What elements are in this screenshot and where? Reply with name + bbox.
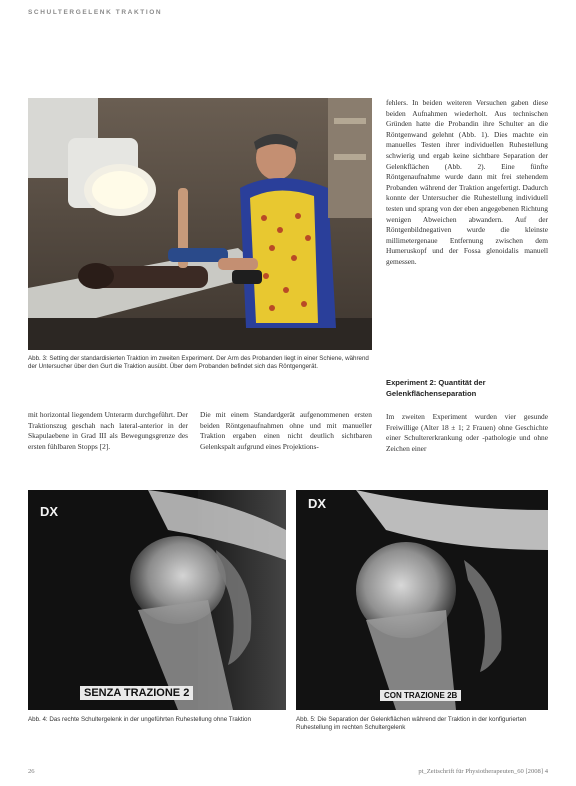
right-column-text: fehlers. In beiden weiteren Versuchen gaben diese beiden Aufnahmen wiederholt. Aus technischen Gründen hatte die Probandin ihre Schulter an die Röntgenwand gelehnt (Abb. 1). Dies machte ein manuelles Testen ihrer individuellen Ruhestellung schwierig und ergab keine sichtbare Separation der Gelenkflächen (Abb. 2). Eine fünfte Röntgenaufnahme wurde dann mit frei stehendem Probanden während der Traktion angefertigt. Dadurch konnte der Untersucher die Ruhestellung individuell testen und sprang von der eben angegebenen Richtung wenigen Abweichen abwandern. Auf der Röntgenbildnegativen wurde die kleinste millimetergenaue Entfernung zwischen dem Humeruskopf und der Fossa glenoidalis manuell gemessen. [386, 98, 548, 266]
photo-illustration [28, 98, 372, 350]
figure-1-photo [28, 98, 372, 350]
xray-left-label: SENZA TRAZIONE 2 [80, 686, 193, 700]
xray-right-label: CON TRAZIONE 2B [380, 690, 461, 701]
figure-5-caption: Abb. 5: Die Separation der Gelenkflächen während der Traktion in der konfigurierten Ruhestellung im rechten Schultergelenk [296, 716, 527, 732]
page-number: 26 [28, 768, 35, 775]
xray-left-marker: DX [40, 504, 59, 519]
xray-right-image [296, 490, 548, 710]
xray-right-illustration [296, 490, 548, 710]
xray-left-illustration [28, 490, 286, 710]
xray-right-marker: DX [308, 496, 327, 511]
experiment-2-heading: Experiment 2: Quantität der Gelenkflächenseparation [386, 378, 486, 398]
xray-left-image [28, 490, 286, 710]
left-column-text: mit horizontal liegendem Unterarm durchgeführt. Der Traktionszug geschah nach lateral-anterior in der Skapulaebene in Grad III als Bewegungsgrenze des ersten fühlbaren Stopps [2]. [28, 410, 188, 451]
figure-4-caption: Abb. 4: Das rechte Schultergelenk in der ungeführten Ruhestellung ohne Traktion [28, 716, 251, 723]
figure-1-caption: Abb. 3: Setting der standardisierten Traktion im zweiten Experiment. Der Arm des Probanden liegt in einer Schiene, während der Untersucher über den Gurt die Traktion ausübt. Über dem Probanden befindet sich das Röntgengerät. [28, 355, 369, 371]
journal-footer: pt_Zeitschrift für Physiotherapeuten_60 [2008] 4 [418, 768, 548, 775]
running-head: SCHULTERGELENK TRAKTION [28, 9, 163, 16]
middle-column-text: Die mit einem Standardgerät aufgenommenen ersten beiden Röntgenaufnahmen ohne und mit manueller Traktion ergaben einen nicht deutlich sichtbaren Gelenkspalt aufgrund eines Projektions- [200, 410, 372, 451]
experiment-2-text: Im zweiten Experiment wurden vier gesunde Freiwillige (Alter 18 ± 1; 2 Frauen) ohne Geschichte einer Schultererkrankung oder -pathologie und ohne Zeichen einer [386, 412, 548, 453]
